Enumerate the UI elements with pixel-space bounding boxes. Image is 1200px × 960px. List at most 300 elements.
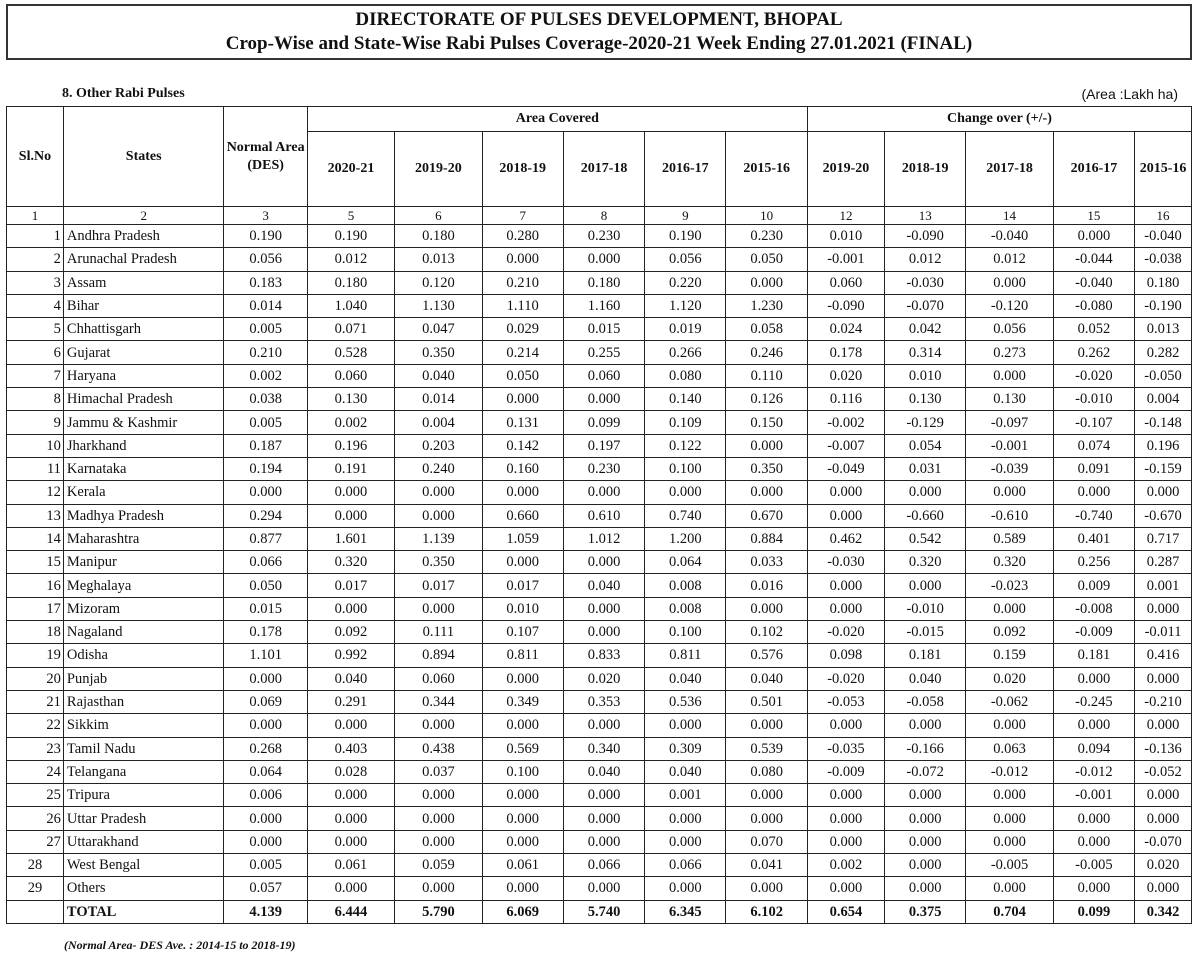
value-cell: 0.056	[224, 248, 307, 271]
table-body	[7, 207, 1192, 924]
value-cell: -0.010	[1053, 388, 1134, 411]
value-cell: 0.050	[482, 364, 563, 387]
total-value-cell: 6.345	[645, 900, 726, 923]
table-row	[7, 341, 1192, 364]
slno-cell: 8	[7, 388, 64, 411]
value-cell: 0.002	[307, 411, 394, 434]
state-cell: Himachal Pradesh	[63, 388, 224, 411]
value-cell: 0.010	[482, 597, 563, 620]
value-cell: 0.000	[807, 481, 884, 504]
value-cell: 0.266	[645, 341, 726, 364]
total-slno-cell	[7, 900, 64, 923]
state-cell: Karnataka	[63, 457, 224, 480]
value-cell: 0.150	[726, 411, 807, 434]
table-row	[7, 225, 1192, 248]
state-cell: Mizoram	[63, 597, 224, 620]
state-cell: Jharkhand	[63, 434, 224, 457]
value-cell: 0.000	[807, 784, 884, 807]
value-cell: 0.000	[807, 830, 884, 853]
value-cell: -0.080	[1053, 294, 1134, 317]
value-cell: 0.042	[885, 318, 966, 341]
slno-cell: 3	[7, 271, 64, 294]
value-cell: 0.002	[807, 854, 884, 877]
value-cell: -0.038	[1135, 248, 1192, 271]
value-cell: 0.131	[482, 411, 563, 434]
value-cell: -0.011	[1135, 621, 1192, 644]
value-cell: 0.038	[224, 388, 307, 411]
total-row	[7, 900, 1192, 923]
state-cell: Andhra Pradesh	[63, 225, 224, 248]
value-cell: 0.012	[966, 248, 1053, 271]
slno-cell: 16	[7, 574, 64, 597]
table-row	[7, 760, 1192, 783]
state-cell: Chhattisgarh	[63, 318, 224, 341]
slno-cell: 22	[7, 714, 64, 737]
value-cell: -0.020	[1053, 364, 1134, 387]
value-cell: 0.020	[563, 667, 644, 690]
value-cell: 0.000	[726, 434, 807, 457]
value-cell: -0.001	[966, 434, 1053, 457]
value-cell: 0.000	[307, 877, 394, 900]
total-label: TOTAL	[63, 900, 224, 923]
value-cell: -0.030	[885, 271, 966, 294]
value-cell: 0.000	[885, 574, 966, 597]
slno-cell: 9	[7, 411, 64, 434]
value-cell: 0.016	[726, 574, 807, 597]
slno-cell: 18	[7, 621, 64, 644]
unit-note: (Area :Lakh ha)	[1081, 86, 1178, 102]
value-cell: -0.020	[807, 621, 884, 644]
value-cell: 0.017	[307, 574, 394, 597]
value-cell: 0.740	[645, 504, 726, 527]
table-row	[7, 830, 1192, 853]
value-cell: 0.059	[395, 854, 482, 877]
col-header-normal-area: Normal Area (DES)	[224, 107, 307, 207]
value-cell: 0.214	[482, 341, 563, 364]
value-cell: 0.000	[395, 597, 482, 620]
value-cell: 0.190	[224, 225, 307, 248]
value-cell: 0.054	[885, 434, 966, 457]
value-cell: 0.196	[307, 434, 394, 457]
value-cell: 0.000	[482, 248, 563, 271]
value-cell: 0.190	[645, 225, 726, 248]
value-cell: 0.000	[885, 830, 966, 853]
value-cell: 0.273	[966, 341, 1053, 364]
value-cell: 0.220	[645, 271, 726, 294]
value-cell: 0.203	[395, 434, 482, 457]
value-cell: 0.005	[224, 854, 307, 877]
table-row	[7, 714, 1192, 737]
total-value-cell: 0.704	[966, 900, 1053, 923]
table-row	[7, 364, 1192, 387]
slno-cell: 2	[7, 248, 64, 271]
value-cell: 0.092	[966, 621, 1053, 644]
value-cell: 1.040	[307, 294, 394, 317]
value-cell: 0.040	[885, 667, 966, 690]
slno-cell: 6	[7, 341, 64, 364]
value-cell: 0.884	[726, 527, 807, 550]
col-header-change-year: 2017-18	[966, 132, 1053, 207]
table-row	[7, 597, 1192, 620]
value-cell: -0.097	[966, 411, 1053, 434]
value-cell: 0.000	[563, 621, 644, 644]
table-row	[7, 457, 1192, 480]
value-cell: 0.056	[645, 248, 726, 271]
value-cell: 0.000	[307, 807, 394, 830]
state-cell: Gujarat	[63, 341, 224, 364]
value-cell: 0.000	[807, 877, 884, 900]
value-cell: 0.569	[482, 737, 563, 760]
value-cell: 0.000	[395, 481, 482, 504]
footnote: (Normal Area- DES Ave. : 2014-15 to 2018-19)	[64, 938, 296, 952]
value-cell: 0.811	[645, 644, 726, 667]
value-cell: 1.601	[307, 527, 394, 550]
value-cell: -0.039	[966, 457, 1053, 480]
state-cell: Haryana	[63, 364, 224, 387]
value-cell: 0.403	[307, 737, 394, 760]
value-cell: -0.030	[807, 551, 884, 574]
value-cell: 0.181	[885, 644, 966, 667]
section-label: 8. Other Rabi Pulses	[62, 86, 185, 101]
value-cell: 0.041	[726, 854, 807, 877]
value-cell: 0.000	[395, 807, 482, 830]
value-cell: -0.670	[1135, 504, 1192, 527]
value-cell: 0.536	[645, 690, 726, 713]
value-cell: 0.877	[224, 527, 307, 550]
value-cell: 0.160	[482, 457, 563, 480]
state-cell: Manipur	[63, 551, 224, 574]
value-cell: -0.052	[1135, 760, 1192, 783]
state-cell: Bihar	[63, 294, 224, 317]
state-cell: West Bengal	[63, 854, 224, 877]
value-cell: 0.031	[885, 457, 966, 480]
value-cell: 0.190	[307, 225, 394, 248]
value-cell: 0.066	[645, 854, 726, 877]
value-cell: 0.000	[807, 574, 884, 597]
value-cell: -0.005	[1053, 854, 1134, 877]
value-cell: 0.000	[563, 248, 644, 271]
value-cell: 0.015	[224, 597, 307, 620]
value-cell: 0.000	[1135, 597, 1192, 620]
value-cell: 0.000	[1053, 830, 1134, 853]
column-index-cell: 15	[1053, 207, 1134, 225]
value-cell: 0.008	[645, 597, 726, 620]
value-cell: 0.000	[885, 714, 966, 737]
slno-cell: 1	[7, 225, 64, 248]
value-cell: -0.001	[807, 248, 884, 271]
value-cell: 0.012	[307, 248, 394, 271]
value-cell: -0.050	[1135, 364, 1192, 387]
value-cell: 0.100	[645, 621, 726, 644]
value-cell: -0.044	[1053, 248, 1134, 271]
value-cell: 0.180	[563, 271, 644, 294]
slno-cell: 10	[7, 434, 64, 457]
value-cell: 0.009	[1053, 574, 1134, 597]
group-header-change-over: Change over (+/-)	[807, 107, 1191, 132]
value-cell: 0.028	[307, 760, 394, 783]
value-cell: 0.180	[307, 271, 394, 294]
value-cell: -0.072	[885, 760, 966, 783]
value-cell: 0.000	[224, 667, 307, 690]
table-row	[7, 784, 1192, 807]
value-cell: 0.000	[224, 714, 307, 737]
col-header-area-year: 2020-21	[307, 132, 394, 207]
value-cell: 0.320	[885, 551, 966, 574]
slno-cell: 5	[7, 318, 64, 341]
value-cell: 0.029	[482, 318, 563, 341]
table-row	[7, 877, 1192, 900]
value-cell: -0.120	[966, 294, 1053, 317]
value-cell: 0.350	[395, 551, 482, 574]
value-cell: 0.462	[807, 527, 884, 550]
value-cell: 0.116	[807, 388, 884, 411]
value-cell: -0.129	[885, 411, 966, 434]
slno-cell: 20	[7, 667, 64, 690]
value-cell: 0.040	[563, 760, 644, 783]
total-value-cell: 0.654	[807, 900, 884, 923]
value-cell: 0.180	[395, 225, 482, 248]
value-cell: 0.015	[563, 318, 644, 341]
value-cell: 0.194	[224, 457, 307, 480]
value-cell: 0.000	[307, 597, 394, 620]
column-index-cell: 6	[395, 207, 482, 225]
value-cell: 0.542	[885, 527, 966, 550]
value-cell: 0.004	[395, 411, 482, 434]
column-index-cell: 16	[1135, 207, 1192, 225]
value-cell: 0.100	[482, 760, 563, 783]
value-cell: 0.070	[726, 830, 807, 853]
value-cell: -0.002	[807, 411, 884, 434]
value-cell: 0.178	[807, 341, 884, 364]
value-cell: 0.047	[395, 318, 482, 341]
state-cell: Meghalaya	[63, 574, 224, 597]
value-cell: 0.005	[224, 411, 307, 434]
value-cell: 0.000	[726, 784, 807, 807]
value-cell: 0.501	[726, 690, 807, 713]
value-cell: 0.000	[482, 807, 563, 830]
value-cell: 0.000	[726, 877, 807, 900]
value-cell: 0.000	[807, 504, 884, 527]
state-cell: Arunachal Pradesh	[63, 248, 224, 271]
value-cell: 0.050	[224, 574, 307, 597]
slno-cell: 29	[7, 877, 64, 900]
value-cell: 0.102	[726, 621, 807, 644]
value-cell: 0.000	[395, 784, 482, 807]
value-cell: 0.040	[307, 667, 394, 690]
value-cell: 0.350	[726, 457, 807, 480]
slno-cell: 11	[7, 457, 64, 480]
table-row	[7, 504, 1192, 527]
value-cell: 0.000	[966, 877, 1053, 900]
value-cell: 0.240	[395, 457, 482, 480]
table-row	[7, 854, 1192, 877]
value-cell: 0.122	[645, 434, 726, 457]
value-cell: -0.090	[885, 225, 966, 248]
value-cell: 0.576	[726, 644, 807, 667]
value-cell: -0.040	[1053, 271, 1134, 294]
value-cell: 0.019	[645, 318, 726, 341]
col-header-area-year: 2017-18	[563, 132, 644, 207]
state-cell: Odisha	[63, 644, 224, 667]
value-cell: 0.110	[726, 364, 807, 387]
value-cell: 1.120	[645, 294, 726, 317]
state-cell: Others	[63, 877, 224, 900]
value-cell: -0.660	[885, 504, 966, 527]
slno-cell: 19	[7, 644, 64, 667]
column-index-cell: 13	[885, 207, 966, 225]
table-row	[7, 737, 1192, 760]
state-cell: Tripura	[63, 784, 224, 807]
table-row	[7, 690, 1192, 713]
value-cell: -0.020	[807, 667, 884, 690]
value-cell: 0.000	[395, 714, 482, 737]
table-row	[7, 388, 1192, 411]
value-cell: 0.109	[645, 411, 726, 434]
column-index-cell: 1	[7, 207, 64, 225]
value-cell: 0.010	[885, 364, 966, 387]
value-cell: -0.090	[807, 294, 884, 317]
value-cell: 0.401	[1053, 527, 1134, 550]
value-cell: 0.230	[563, 225, 644, 248]
value-cell: 0.992	[307, 644, 394, 667]
total-value-cell: 6.069	[482, 900, 563, 923]
value-cell: 0.350	[395, 341, 482, 364]
state-cell: Maharashtra	[63, 527, 224, 550]
value-cell: 0.159	[966, 644, 1053, 667]
value-cell: 0.230	[726, 225, 807, 248]
header-row-1	[7, 107, 1192, 132]
value-cell: 0.178	[224, 621, 307, 644]
value-cell: 0.013	[395, 248, 482, 271]
value-cell: 0.000	[395, 877, 482, 900]
value-cell: 0.071	[307, 318, 394, 341]
value-cell: -0.009	[1053, 621, 1134, 644]
slno-cell: 13	[7, 504, 64, 527]
slno-cell: 25	[7, 784, 64, 807]
value-cell: 0.197	[563, 434, 644, 457]
value-cell: 0.539	[726, 737, 807, 760]
value-cell: -0.159	[1135, 457, 1192, 480]
page-subtitle: Crop-Wise and State-Wise Rabi Pulses Coverage-2020-21 Week Ending 27.01.2021 (FINAL)	[225, 33, 973, 54]
value-cell: 0.012	[885, 248, 966, 271]
state-cell: Punjab	[63, 667, 224, 690]
value-cell: 0.008	[645, 574, 726, 597]
value-cell: 0.000	[726, 597, 807, 620]
table-row	[7, 527, 1192, 550]
value-cell: 0.126	[726, 388, 807, 411]
col-header-slno: Sl.No	[7, 107, 64, 207]
value-cell: 0.130	[966, 388, 1053, 411]
state-cell: Telangana	[63, 760, 224, 783]
value-cell: 0.309	[645, 737, 726, 760]
value-cell: 0.000	[807, 714, 884, 737]
state-cell: Kerala	[63, 481, 224, 504]
value-cell: -0.009	[807, 760, 884, 783]
value-cell: 0.033	[726, 551, 807, 574]
value-cell: 0.000	[726, 714, 807, 737]
value-cell: 0.280	[482, 225, 563, 248]
value-cell: 0.000	[395, 830, 482, 853]
state-cell: Rajasthan	[63, 690, 224, 713]
value-cell: 0.056	[966, 318, 1053, 341]
slno-cell: 17	[7, 597, 64, 620]
value-cell: 0.000	[482, 877, 563, 900]
value-cell: 0.438	[395, 737, 482, 760]
state-cell: Uttarakhand	[63, 830, 224, 853]
value-cell: 0.000	[307, 830, 394, 853]
coverage-table	[6, 106, 1192, 924]
value-cell: 0.099	[563, 411, 644, 434]
value-cell: 0.000	[645, 877, 726, 900]
table-row	[7, 294, 1192, 317]
state-cell: Jammu & Kashmir	[63, 411, 224, 434]
value-cell: 0.246	[726, 341, 807, 364]
value-cell: 0.196	[1135, 434, 1192, 457]
value-cell: 0.000	[482, 714, 563, 737]
value-cell: 0.670	[726, 504, 807, 527]
value-cell: 0.111	[395, 621, 482, 644]
value-cell: 0.000	[966, 784, 1053, 807]
value-cell: 0.000	[307, 504, 394, 527]
column-index-cell: 14	[966, 207, 1053, 225]
value-cell: 0.000	[966, 830, 1053, 853]
value-cell: 0.006	[224, 784, 307, 807]
col-header-area-year: 2015-16	[726, 132, 807, 207]
total-value-cell: 4.139	[224, 900, 307, 923]
value-cell: 0.230	[563, 457, 644, 480]
slno-cell: 28	[7, 854, 64, 877]
value-cell: 0.000	[563, 807, 644, 830]
value-cell: -0.107	[1053, 411, 1134, 434]
value-cell: 0.000	[807, 597, 884, 620]
total-value-cell: 6.102	[726, 900, 807, 923]
value-cell: 0.000	[1135, 784, 1192, 807]
value-cell: 1.110	[482, 294, 563, 317]
value-cell: -0.190	[1135, 294, 1192, 317]
value-cell: 0.000	[885, 877, 966, 900]
slno-cell: 4	[7, 294, 64, 317]
value-cell: 0.000	[726, 481, 807, 504]
value-cell: 0.000	[1053, 714, 1134, 737]
value-cell: 1.012	[563, 527, 644, 550]
value-cell: 0.000	[482, 388, 563, 411]
value-cell: 0.256	[1053, 551, 1134, 574]
value-cell: 0.320	[966, 551, 1053, 574]
value-cell: 0.064	[224, 760, 307, 783]
value-cell: -0.049	[807, 457, 884, 480]
col-header-area-year: 2019-20	[395, 132, 482, 207]
value-cell: 0.014	[224, 294, 307, 317]
value-cell: 0.000	[807, 807, 884, 830]
value-cell: 0.000	[482, 784, 563, 807]
value-cell: 0.660	[482, 504, 563, 527]
value-cell: -0.035	[807, 737, 884, 760]
value-cell: 0.052	[1053, 318, 1134, 341]
value-cell: 0.017	[482, 574, 563, 597]
value-cell: 0.000	[1053, 481, 1134, 504]
value-cell: 0.024	[807, 318, 884, 341]
value-cell: 0.066	[224, 551, 307, 574]
value-cell: 0.040	[645, 760, 726, 783]
value-cell: 0.013	[1135, 318, 1192, 341]
value-cell: -0.070	[885, 294, 966, 317]
value-cell: 0.000	[224, 807, 307, 830]
value-cell: 0.063	[966, 737, 1053, 760]
page-title: DIRECTORATE OF PULSES DEVELOPMENT, BHOPAL	[355, 9, 843, 30]
value-cell: 0.000	[395, 504, 482, 527]
value-cell: 0.000	[307, 714, 394, 737]
value-cell: 0.017	[395, 574, 482, 597]
